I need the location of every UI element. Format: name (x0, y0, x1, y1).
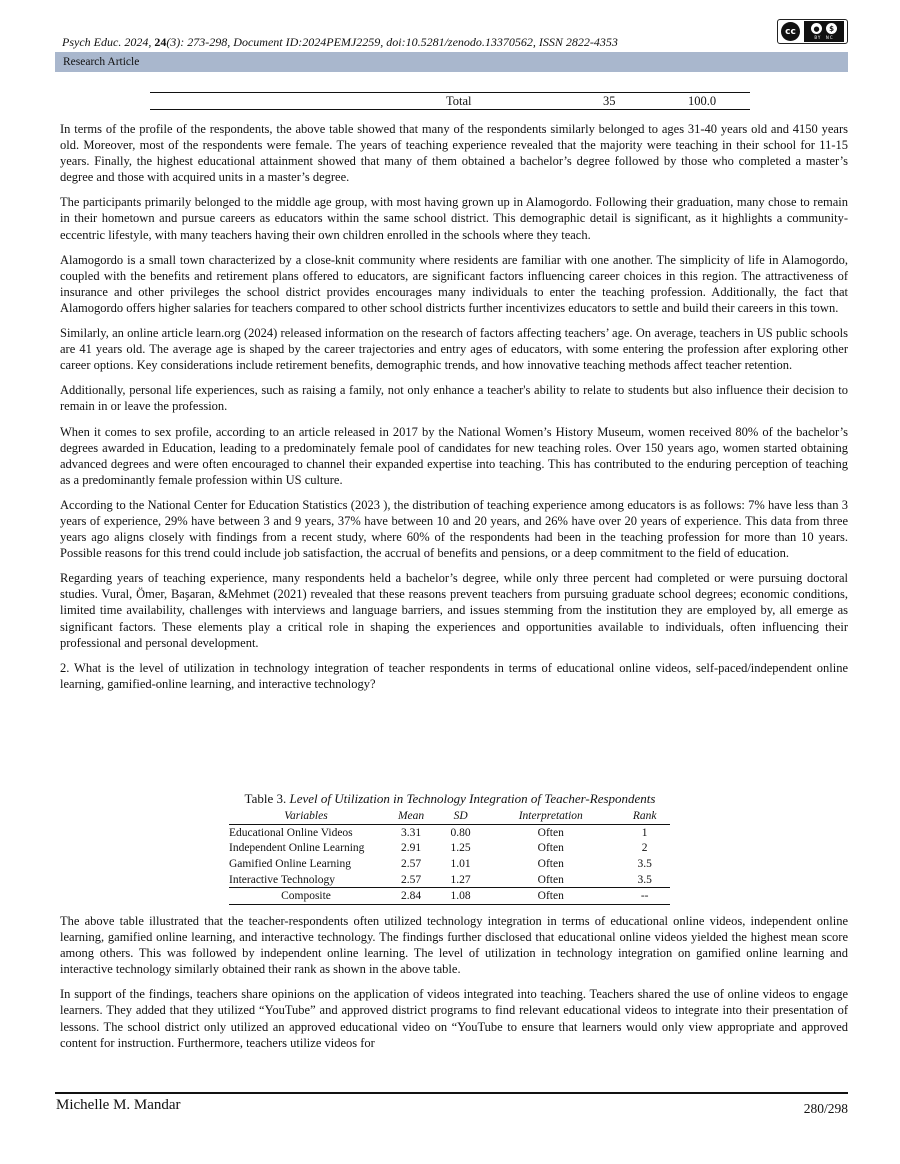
cell-interpretation: Often (537, 826, 564, 839)
cell-sd: 1.25 (450, 842, 471, 855)
col-header-interpretation: Interpretation (482, 808, 619, 825)
table2-total-label: Total (446, 94, 472, 108)
table-header-row (229, 808, 670, 825)
cell-variable: Educational Online Videos (229, 826, 353, 839)
cell-variable: Interactive Technology (229, 873, 335, 886)
cc-by-nc-icon: cc ● $ BY NC (777, 19, 848, 44)
citation-pre: . 2024, (118, 35, 155, 49)
cell-sd: 1.08 (439, 888, 482, 905)
table3-label: Table 3. (244, 791, 290, 806)
cell-mean: 2.57 (400, 873, 422, 886)
paragraph: Similarly, an online article learn.org (2024) released information on the research of factors affecting teachers’ age. On average, teachers in US public schools are 41 years old. The average age is shaped by the career trajectories and entry ages of educators, with some entering the profession after exploring other career options. Key considerations include retirement benefits, demographic trends, and how innovative teaching methods affect teacher retention. (60, 326, 848, 373)
volume-number: 24 (154, 35, 167, 49)
table3-caption (0, 791, 900, 807)
cell-rank: 3.5 (637, 873, 652, 886)
col-header-rank: Rank (619, 808, 670, 825)
table-row (229, 856, 670, 872)
table-row (229, 841, 670, 857)
paragraph: When it comes to sex profile, according to an article released in 2017 by the National Women’s History Museum, women received 80% of the bachelor’s degrees awarded in Education, leading to a predominately female pool of candidates for new teaching roles. Over 150 years ago, women started obtaining advanced degrees and were often encouraged to channel their expanded expertise into teaching. This has contributed to the enduring perception of teaching as a predominantly female profession within US culture. (60, 424, 848, 487)
cell-sd: 0.80 (450, 826, 471, 839)
cell-variable: Gamified Online Learning (229, 857, 351, 870)
journal-citation (62, 35, 618, 50)
cell-interpretation: Often (537, 873, 564, 886)
footer-rule (55, 1092, 848, 1094)
citation-details: (3): 273-298, Document ID:2024PEMJ2259, doi:10.5281/zenodo.13370562, ISSN 2822-4353 (166, 35, 618, 49)
noncommercial-icon: $ (826, 23, 837, 34)
footer-author: Michelle M. Mandar (56, 1097, 181, 1113)
table-row (229, 825, 670, 841)
body-text-after-table (60, 913, 848, 1060)
cell-interpretation: Often (482, 888, 619, 905)
table-row (229, 872, 670, 888)
cell-rank: 3.5 (637, 857, 652, 870)
cell-interpretation: Often (537, 842, 564, 855)
cell-rank: 2 (641, 842, 648, 855)
cell-variable: Independent Online Learning (229, 842, 365, 855)
cell-mean: 2.84 (383, 888, 439, 905)
section-label: Research Article (63, 56, 140, 68)
table3 (229, 808, 670, 905)
table-composite-row (229, 888, 670, 905)
paragraph: In support of the findings, teachers share opinions on the application of videos integrated into teaching. Teachers shared the use of online videos to engage learners. They added that they utilized “YouTube” and approved district programs to find relevant educational videos to integrate into their presentation of lessons. The school district only utilized an approved educational video on “YouTube to ensure that learners would only view appropriate and approved content for instruction. Furthermore, teachers utilize videos for (60, 987, 848, 1050)
paragraph: Additionally, personal life experiences, such as raising a family, not only enhance a teacher's ability to relate to students but also influence their decision to remain in or leave the profession. (60, 383, 848, 414)
paragraph: According to the National Center for Education Statistics (2023 ), the distribution of teaching experience among educators is as follows: 7% have less than 3 years of experience, 29% have between 3 and 9 years, 37% have between 10 and 20 years, and 26% have over 20 years of experience. This data from three years ago aligns closely with findings from a recent study, where 60% of the respondents had been in the teaching profession for more than 10 years. Possible reasons for this trend could include job satisfaction, the accrual of benefits and pensions, or a deep commitment to the field of education. (60, 497, 848, 561)
cc-icon: cc (781, 22, 800, 41)
cell-mean: 3.31 (400, 826, 422, 839)
page-number: 280/298 (803, 1101, 848, 1116)
attribution-icon: ● (811, 23, 822, 34)
cell-rank: -- (619, 888, 670, 905)
cell-rank: 1 (641, 826, 648, 839)
paragraph: Regarding years of teaching experience, many respondents held a bachelor’s degree, while only three percent had completed or were pursuing doctoral studies. Vural, Ömer, Başaran, &Mehmet (2021) revealed that these reasons prevent teachers from pursuing graduate school degrees; economic conditions, limited time availability, challenges with interviews and language barriers, and issues stemming from the institution they are employed by, all emerge as significant factors. These elements play a critical role in shaping the experiences and opportunities available to individuals, often influencing their professional and personal development. (60, 571, 848, 650)
col-header-variables: Variables (229, 808, 383, 825)
paragraph: The above table illustrated that the teacher-respondents often utilized technology integration in terms of educational online videos, independent online learning, gamified online learning, and interactive technology. The findings further disclosed that educational online videos yielded the highest mean score among others. This was followed by independent online learning. The level of utilization in technology integration on gamified online learning and interactive technology similarly obtained their rank as shown in the above table. (60, 914, 848, 977)
section-band (55, 52, 848, 72)
research-question: 2. What is the level of utilization in technology integration of teacher respondents in terms of educational online videos, self-paced/independent online learning, gamified-online learning, and interactive technology? (60, 660, 848, 691)
body-text-before-table (60, 121, 848, 701)
table2-total-n: 35 (603, 94, 616, 108)
table3-title: Level of Utilization in Technology Integration of Teacher-Respondents (289, 791, 656, 806)
col-header-sd: SD (439, 808, 482, 825)
cell-sd: 1.27 (450, 873, 471, 886)
table2-total-percent: 100.0 (688, 94, 717, 108)
col-header-mean: Mean (383, 808, 439, 825)
paragraph: The participants primarily belonged to the middle age group, with most having grown up in Alamogordo. Following their graduation, many chose to remain in their hometown and pursue careers as educators within the same school district. This demographic detail is significant, as it highlights a community-eccentric lifestyle, with many teachers having their own children enrolled in the schools where they teach. (60, 195, 848, 242)
journal-name: Psych Educ (62, 35, 119, 49)
cell-mean: 2.91 (400, 842, 422, 855)
paragraph: In terms of the profile of the respondents, the above table showed that many of the respondents similarly belonged to ages 31-40 years old and 4150 years old. Moreover, most of the respondents were female. The years of teaching experience revealed that the majority were teaching in their school for 11-15 years. Finally, the highest educational attainment showed that many of them obtained a bachelor’s degree followed by those who completed a master’s degree and those with acquired units in a master’s degree. (60, 122, 848, 185)
cell-sd: 1.01 (450, 857, 471, 870)
paragraph: Alamogordo is a small town characterized by a close-knit community where residents are familiar with one another. The simplicity of life in Alamogordo, coupled with the benefits and retirement plans offered to educators, are significant factors influencing career choices in this region. The attractiveness of insurance and other privileges the school district provides encourages many individuals to enter the teaching profession. Additionally, the fact that Alamogordo offers higher salaries for teachers compared to other school districts further incentivizes educators to settle and build their careers in this town. (60, 252, 848, 315)
cell-variable: Composite (229, 888, 383, 905)
table2-rule-bottom (150, 109, 750, 110)
cell-mean: 2.57 (400, 857, 422, 870)
cell-interpretation: Often (537, 857, 564, 870)
